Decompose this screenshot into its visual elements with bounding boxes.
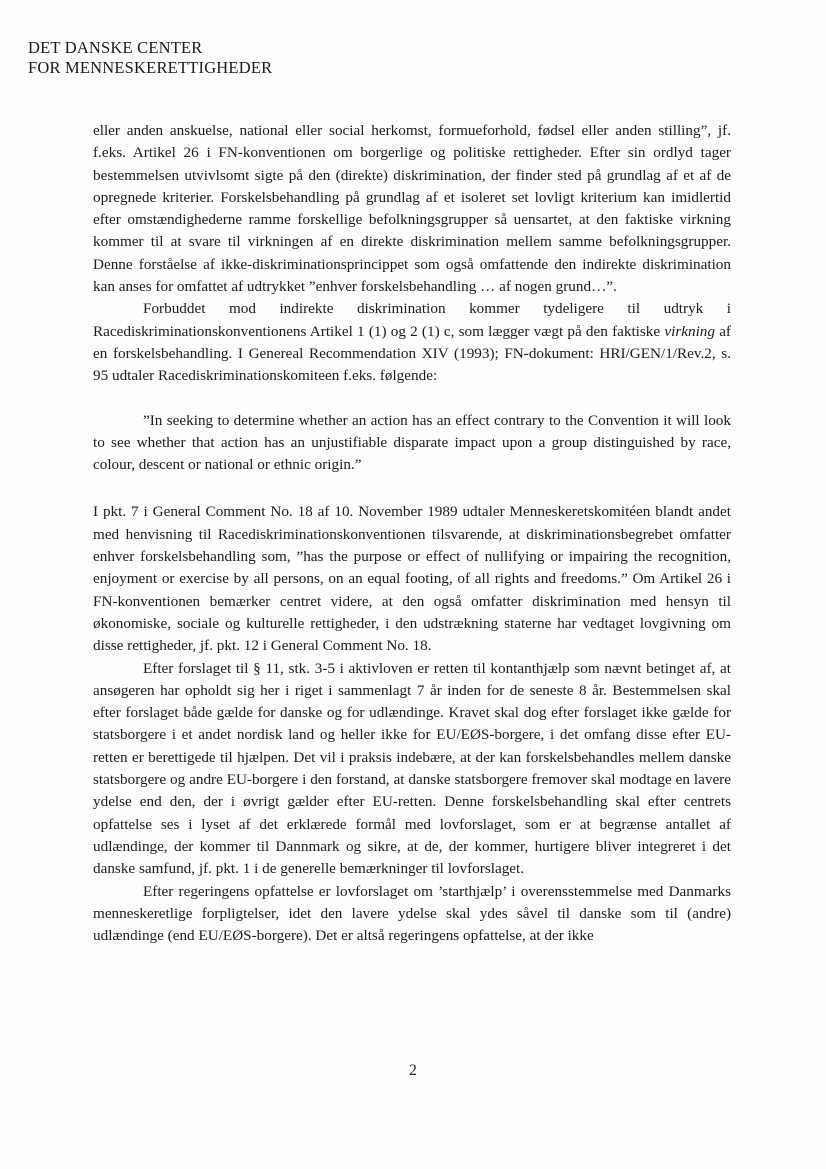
paragraph-2: [93, 298, 731, 387]
spacer: [93, 388, 731, 410]
block-quote: ”In seeking to determine whether an action has an effect contrary to the Convention it will look to see whether that action has an unjustifiable disparate impact upon a group distinguished by race, colour, descent or national or ethnic origin.”: [93, 411, 731, 474]
document-body: [93, 120, 731, 947]
paragraph-2-emphasis: virkning: [664, 322, 715, 340]
page-number: 2: [409, 1062, 417, 1079]
paragraph-1: eller anden anskuelse, national eller social herkomst, formueforhold, fødsel eller anden stilling”, jf. f.eks. Artikel 26 i FN-konventionen om borgerlige og politiske rettigheder. Efter sin ordlyd tager bestemmelsen utvivlsomt sigte på den (direkte) diskrimination, der finder sted på grundlag af et af de opregnede kriterier. Forskelsbehandling på grundlag af et isoleret set lovligt kriterium kan imidlertid efter omstændighederne ramme forskellige befolkningsgrupper så uensartet, at den faktiske virkning kommer til at svare til virkningen af en direkte diskrimination mellem samme befolkningsgrupper. Denne forståelse af ikke-diskriminationsprincippet som også omfattende den indirekte diskrimination kan anses for omfattet af udtrykket ”enhver forskelsbehandling … af nogen grund…”.: [93, 122, 731, 296]
letterhead-line-2: FOR MENNESKERETTIGHEDER: [28, 58, 273, 77]
paragraph-2-part-b: af en forskelsbehandling. I Genereal Recommendation XIV (1993); FN-dokument: HRI/GEN/1/Rev.2, s. 95 udtaler Racediskriminationskomiteen f.eks. følgende:: [93, 322, 731, 385]
paragraph-5: Efter regeringens opfattelse er lovforslaget om ’starthjælp’ i overensstemmelse med Danmarks menneskeretlige forpligtelser, idet den lavere ydelse skal ydes såvel til danske som til (andre) udlændinge (end EU/EØS-borgere). Det er altså regeringens opfattelse, at der ikke: [93, 882, 731, 945]
paragraph-2-part-a: Forbuddet mod indirekte diskrimination kommer tydeligere til udtryk i Racediskriminationskonventionens Artikel 1 (1) og 2 (1) c, som lægger vægt på den faktiske: [93, 300, 731, 340]
letterhead-line-1: DET DANSKE CENTER: [28, 38, 203, 57]
letterhead: [28, 38, 272, 78]
paragraph-3: I pkt. 7 i General Comment No. 18 af 10. November 1989 udtaler Menneskeretskomitéen blandt andet med henvisning til Racediskriminationskonventionen tilsvarende, at diskriminationsbegrebet omfatter enhver forskelsbehandling som, ”has the purpose or effect of nullifying or impairing the recognition, enjoyment or exercise by all persons, on an equal footing, of all rights and freedoms.” Om Artikel 26 i FN-konventionen bemærker centret videre, at den også omfatter diskrimination med hensyn til økonomiske, sociale og kulturelle rettigheder, i den udstrækning staterne har vedtaget lovgivning om disse rettigheder, jf. pkt. 12 i General Comment No. 18.: [93, 503, 731, 655]
paragraph-4: Efter forslaget til § 11, stk. 3-5 i aktivloven er retten til kontanthjælp som nævnt betinget af, at ansøgeren har opholdt sig her i riget i sammenlagt 7 år inden for de seneste 8 år. Bestemmelsen skal efter forslaget både gælde for danske og for udlændinge. Kravet skal dog efter forslaget ikke gælde for statsborgere i et andet nordisk land og heller ikke for EU/EØS-borgere, i det omfang disse efter EU-retten er berettigede til hjælpen. Det vil i praksis indebære, at der kan forskelsbehandles mellem danske statsborgere og andre EU-borgere i den forstand, at danske statsborgere fremover skal modtage en lavere ydelse end den, der i øvrigt gælder efter EU-retten. Denne forskelsbehandling skal efter centrets opfattelse ses i lyset af det erklærede formål med lovforslaget, som er at begrænse antallet af udlændinge, der kommer til Dannmark og sikre, at de, der kommer, hurtigere bliver integreret i det danske samfund, jf. pkt. 1 i de generelle bemærkninger til lovforslaget.: [93, 659, 731, 878]
spacer: [93, 476, 731, 501]
